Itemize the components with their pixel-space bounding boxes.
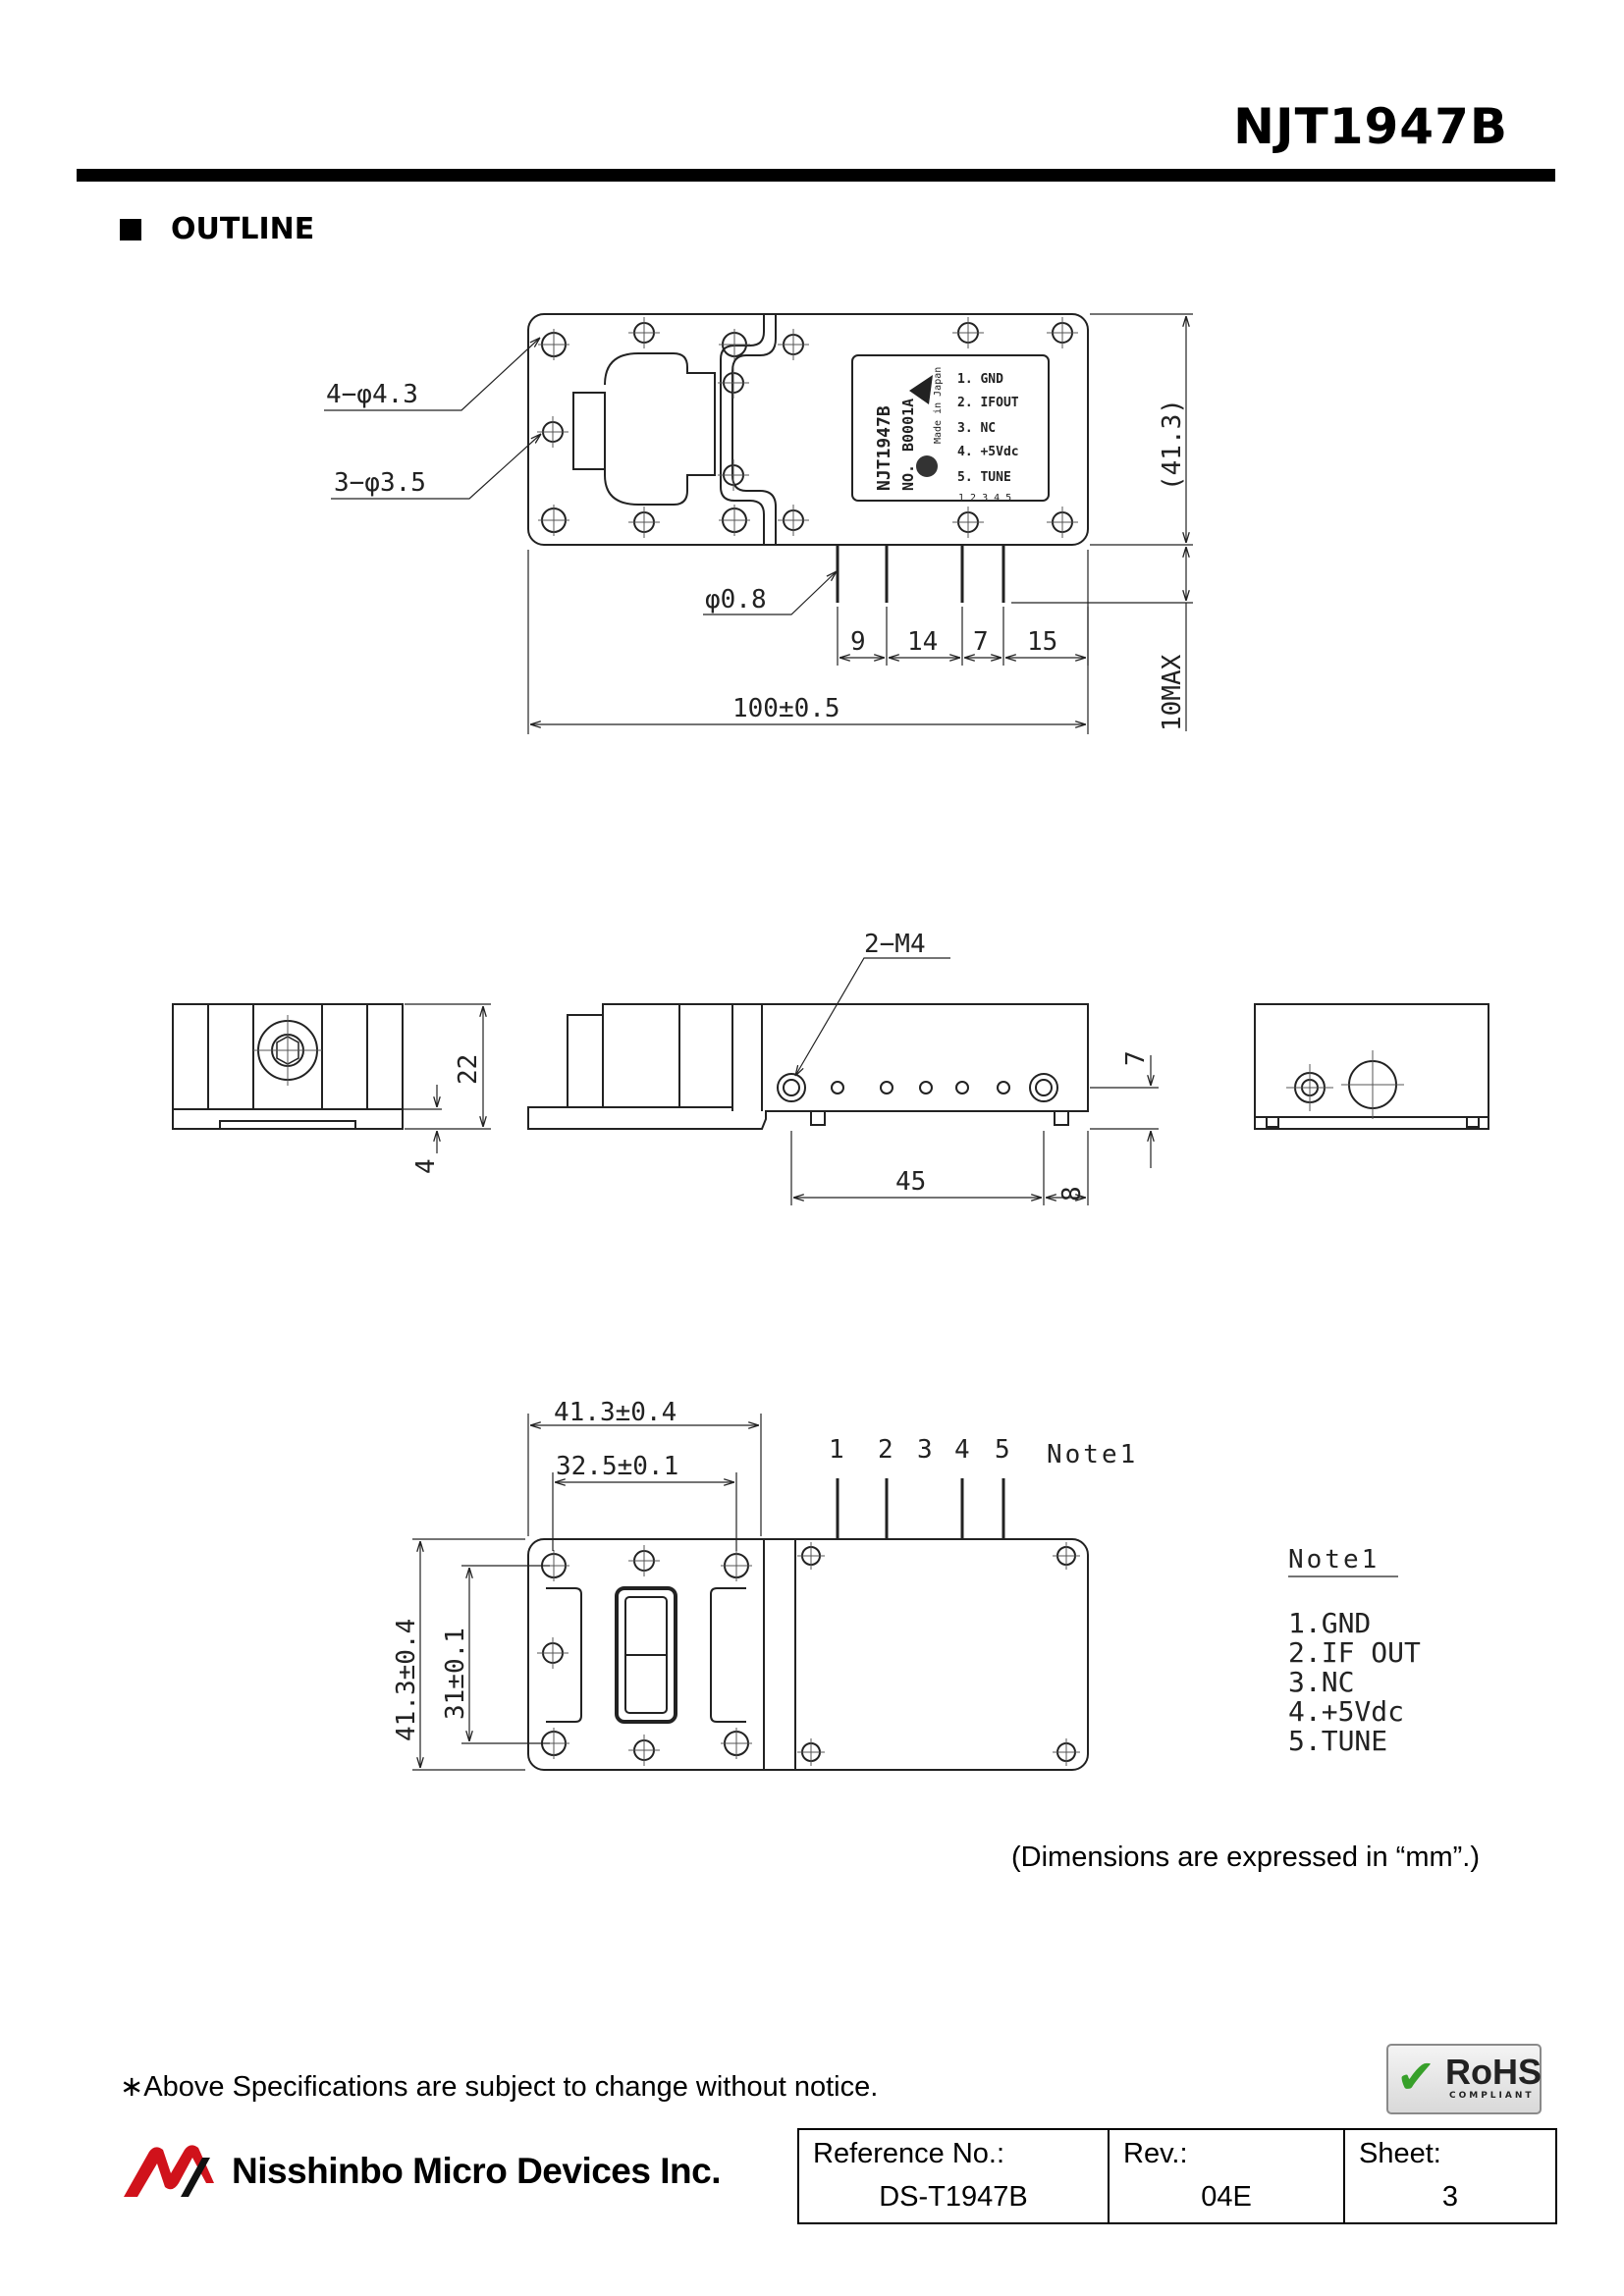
callout-pin-dia: φ0.8 — [705, 585, 767, 614]
note-item-5: 5.TUNE — [1288, 1725, 1388, 1757]
plate-pin-2: 2. IFOUT — [957, 396, 1019, 410]
sheet-cell — [1344, 2129, 1556, 2223]
pin-label-5: 5 — [995, 1435, 1010, 1465]
dim-41-3-width: 41.3±0.4 — [554, 1398, 677, 1427]
bottom-view — [412, 1414, 1088, 1770]
bottom-view-holes — [542, 1547, 1075, 1761]
dim-10max: 10MAX — [1158, 654, 1187, 731]
plate-no-value: B0001A — [899, 398, 917, 452]
pin-label-4: 4 — [954, 1435, 970, 1465]
ref-label: Reference No.: — [813, 2138, 1005, 2169]
revision-cell — [1109, 2129, 1344, 2223]
dim-9: 9 — [850, 627, 866, 657]
rev-label: Rev.: — [1123, 2138, 1188, 2169]
right-end-view — [1255, 1004, 1489, 1129]
checkmark-icon: ✔ — [1396, 2050, 1436, 2105]
callout-4-holes: 4−φ4.3 — [326, 380, 418, 409]
dim-7-side: 7 — [1121, 1050, 1151, 1066]
document-title: NJT1947B — [1233, 98, 1508, 155]
company-logo-icon — [120, 2144, 218, 2199]
dim-22: 22 — [454, 1053, 483, 1085]
rohs-badge — [1386, 2044, 1542, 2114]
dim-32-5: 32.5±0.1 — [556, 1452, 679, 1481]
note-ref: Note1 — [1047, 1440, 1139, 1469]
top-view-dimensions — [326, 380, 1187, 731]
dim-4: 4 — [411, 1158, 441, 1174]
sheet-value: 3 — [1441, 2181, 1459, 2213]
plate-seal — [916, 455, 938, 477]
dim-41-3-ref: (41.3) — [1158, 399, 1187, 491]
callout-3-holes: 3−φ3.5 — [334, 468, 426, 498]
note-item-3: 3.NC — [1288, 1666, 1355, 1698]
pin-label-1: 1 — [829, 1435, 844, 1465]
note-title: Note1 — [1288, 1545, 1380, 1575]
spec-change-note: ∗Above Specifications are subject to change without notice. — [120, 2071, 879, 2103]
plate-no-label: NO. — [899, 463, 917, 491]
side-view-dimensions — [411, 930, 1151, 1201]
dim-45: 45 — [895, 1167, 927, 1197]
plate-pin-4: 4. +5Vdc — [957, 445, 1019, 459]
plate-model: NJT1947B — [874, 405, 894, 491]
plate-pin-numbers: 1 2 3 4 5 — [958, 493, 1012, 504]
company-name: Nisshinbo Micro Devices Inc. — [232, 2151, 721, 2191]
section-title: OUTLINE — [171, 212, 315, 246]
pins — [838, 545, 1003, 603]
sheet-label: Sheet: — [1359, 2138, 1441, 2169]
rohs-main: RoHS — [1445, 2052, 1542, 2092]
reference-table — [797, 2128, 1557, 2224]
plate-pin-1: 1. GND — [957, 372, 1003, 387]
plate-pin-3: 3. NC — [957, 421, 997, 436]
plate-pin-5: 5. TUNE — [957, 470, 1011, 485]
callout-m4: 2−M4 — [864, 930, 926, 959]
pin-note — [1288, 1545, 1421, 1757]
bottom-view-dimensions — [392, 1398, 1138, 1741]
dim-14: 14 — [907, 627, 939, 657]
top-view — [324, 314, 1193, 734]
pin-label-3: 3 — [917, 1435, 933, 1465]
dimensions-note: (Dimensions are expressed in “mm”.) — [1011, 1842, 1481, 1873]
rohs-sub: COMPLIANT — [1449, 2091, 1535, 2101]
pin-label-2: 2 — [878, 1435, 893, 1465]
dim-100: 100±0.5 — [732, 694, 840, 723]
reference-cell — [798, 2129, 1109, 2223]
ref-value: DS-T1947B — [879, 2181, 1028, 2213]
note-item-4: 4.+5Vdc — [1288, 1695, 1405, 1728]
front-side-view — [528, 958, 1159, 1205]
note-item-1: 1.GND — [1288, 1607, 1372, 1639]
dim-7: 7 — [973, 627, 989, 657]
dim-8: 8 — [1057, 1186, 1087, 1201]
dim-41-3-height: 41.3±0.4 — [392, 1618, 421, 1741]
dim-31: 31±0.1 — [441, 1628, 470, 1720]
top-view-label-plate — [874, 367, 1019, 504]
note-item-2: 2.IF OUT — [1288, 1636, 1421, 1669]
dim-15: 15 — [1027, 627, 1058, 657]
company-logo — [120, 2144, 721, 2199]
rev-value: 04E — [1201, 2181, 1252, 2213]
left-end-view — [173, 1004, 491, 1153]
plate-origin: Made in Japan — [933, 366, 944, 444]
